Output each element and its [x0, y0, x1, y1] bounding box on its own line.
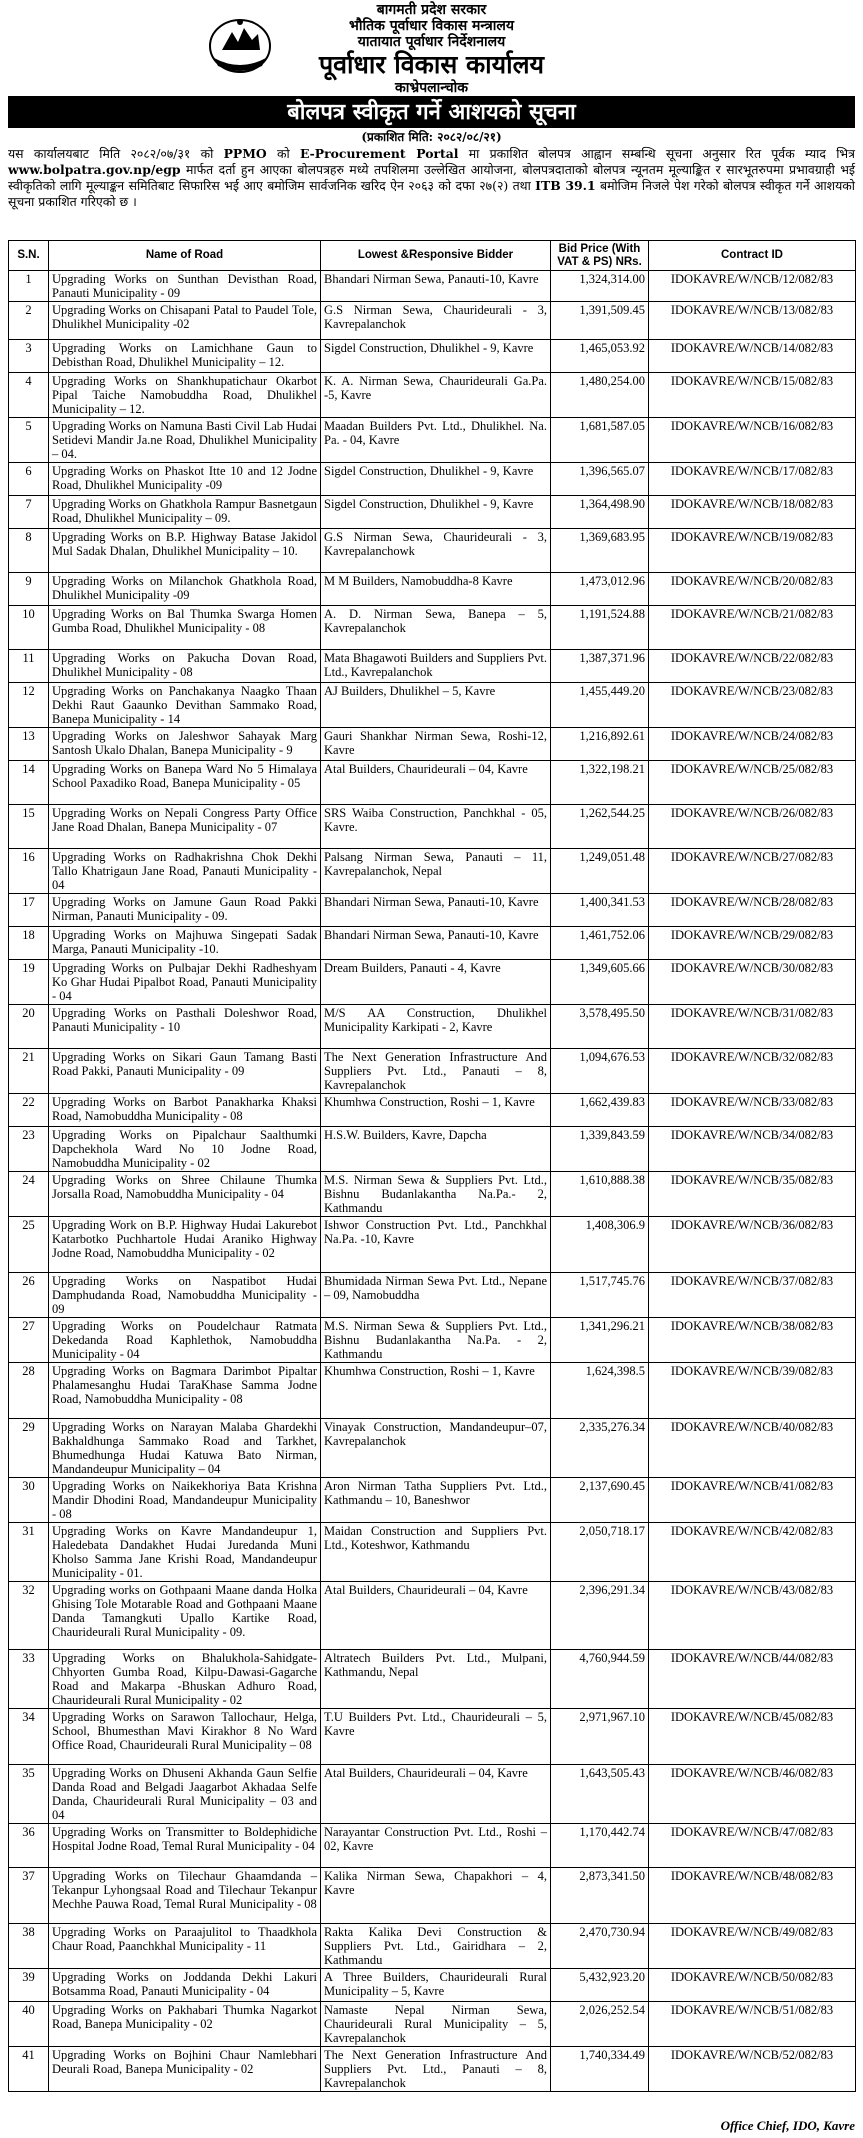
row-bidder: Atal Builders, Chaurideurali – 04, Kavre	[321, 1765, 551, 1824]
row-bid-price: 1,339,843.59	[551, 1127, 649, 1172]
row-bidder: Palsang Nirman Sewa, Panauti – 11, Kavrepalanchok, Nepal	[321, 849, 551, 894]
row-road-name: Upgrading Works on Shankhupatichaur Okarbot Pipal Taiche Namobuddha Road, Dhulikhel Municipality – 12.	[49, 373, 321, 418]
notice-text-3: मा प्रकाशित बोलपत्र आह्वान सम्बन्धि सूचना अनुसार रित पूर्वक म्याद भित्र	[458, 146, 855, 161]
table-row	[9, 1478, 856, 1523]
header-price: Bid Price (With VAT & PS) NRs.	[551, 241, 649, 271]
row-bid-price: 2,137,690.45	[551, 1478, 649, 1523]
row-road-name: Upgrading Works on Panchakanya Naagko Thaan Dekhi Raut Gaaunko Devithan Sammako Road, Banepa Municipality - 14	[49, 683, 321, 728]
table-body	[9, 271, 856, 2092]
row-road-name: Upgrading Works on Dhuseni Akhanda Gaun Selfie Danda Road and Belgadi Jaagarbot Akhadaa Selfe Danda, Chaurideurali Rural Municipality – 03 and 04	[49, 1765, 321, 1824]
row-bidder: The Next Generation Infrastructure And Suppliers Pvt. Ltd., Panauti – 8, Kavrepalanchok	[321, 2047, 551, 2092]
table-row	[9, 728, 856, 761]
row-bidder: Aron Nirman Tatha Suppliers Pvt. Ltd., Kathmandu – 10, Baneshwor	[321, 1478, 551, 1523]
table-row	[9, 573, 856, 606]
row-sn: 28	[9, 1363, 49, 1419]
row-bidder: M M Builders, Namobuddha-8 Kavre	[321, 573, 551, 606]
row-sn: 8	[9, 529, 49, 573]
row-bid-price: 2,026,252.54	[551, 2002, 649, 2047]
row-contract-id: IDOKAVRE/W/NCB/50/082/83	[649, 1969, 856, 2002]
row-bidder: SRS Waiba Construction, Panchkhal - 05, Kavre.	[321, 805, 551, 849]
table-row	[9, 927, 856, 960]
row-contract-id: IDOKAVRE/W/NCB/19/082/83	[649, 529, 856, 573]
row-sn: 10	[9, 606, 49, 650]
signature-line: Office Chief, IDO, Kavre	[720, 2118, 855, 2133]
row-bidder: A Three Builders, Chaurideurali Rural Municipality – 5, Kavre	[321, 1969, 551, 2002]
row-contract-id: IDOKAVRE/W/NCB/33/082/83	[649, 1094, 856, 1127]
row-road-name: Upgrading Works on Pasthali Doleshwor Road, Panauti Municipality - 10	[49, 1005, 321, 1049]
row-road-name: Upgrading Works on Chisapani Patal to Paudel Tole, Dhulikhel Municipality -02	[49, 302, 321, 340]
row-bidder: A. D. Nirman Sewa, Banepa – 5, Kavrepalanchok	[321, 606, 551, 650]
row-sn: 13	[9, 728, 49, 761]
header-bidder: Lowest &Responsive Bidder	[321, 241, 551, 271]
row-bid-price: 1,473,012.96	[551, 573, 649, 606]
notice-itb-clause: ITB 39.1	[535, 178, 596, 193]
table-row	[9, 805, 856, 849]
row-bid-price: 4,760,944.59	[551, 1650, 649, 1709]
row-road-name: Upgrading Works on Shree Chilaune Thumka Jorsalla Road, Namobuddha Municipality - 04	[49, 1172, 321, 1217]
row-sn: 29	[9, 1419, 49, 1478]
row-sn: 41	[9, 2047, 49, 2092]
row-road-name: Upgrading Works on Bagmara Darimbot Pipaltar Phalamesanghu Hudai TaraKhase Samma Jodne Road, Namobuddha Municipality - 08	[49, 1363, 321, 1419]
row-contract-id: IDOKAVRE/W/NCB/27/082/83	[649, 849, 856, 894]
row-sn: 38	[9, 1924, 49, 1969]
row-road-name: Upgrading Works on Joddanda Dekhi Lakuri Botsamma Road, Panauti Municipality - 04	[49, 1969, 321, 2002]
row-road-name: Upgrading Works on B.P. Highway Batase Jakidol Mul Sadak Dhalan, Dhulikhel Municipality – 10.	[49, 529, 321, 573]
ministry-name: भौतिक पूर्वाधार विकास मन्त्रालय	[349, 18, 514, 34]
table-row	[9, 894, 856, 927]
row-road-name: Upgrading Works on Sunthan Devisthan Road, Panauti Municipality - 09	[49, 271, 321, 302]
header-contract: Contract ID	[649, 241, 856, 271]
row-sn: 15	[9, 805, 49, 849]
row-road-name: Upgrading Works on Tilechaur Ghaamdanda – Tekanpur Lyhongsaal Road and Tilechaur Tekanpur Mechhe Pauwa Road, Temal Rural Municipality - 08	[49, 1868, 321, 1924]
row-road-name: Upgrading Works on Bojhini Chaur Namlebhari Deurali Road, Banepa Municipality - 02	[49, 2047, 321, 2092]
row-road-name: Upgrading Works on Pipalchaur Saalthumki Dapchekhola Ward No 10 Jodne Road, Namobuddha Municipality - 02	[49, 1127, 321, 1172]
row-contract-id: IDOKAVRE/W/NCB/17/082/83	[649, 463, 856, 496]
row-bid-price: 1,465,053.92	[551, 340, 649, 373]
row-sn: 20	[9, 1005, 49, 1049]
row-bidder: H.S.W. Builders, Kavre, Dapcha	[321, 1127, 551, 1172]
row-bid-price: 1,517,745.76	[551, 1273, 649, 1318]
row-bidder: Gauri Shankhar Nirman Sewa, Roshi-12, Kavre	[321, 728, 551, 761]
table-row	[9, 1969, 856, 2002]
table-row	[9, 2047, 856, 2092]
header-sn: S.N.	[9, 241, 49, 271]
row-sn: 39	[9, 1969, 49, 2002]
row-contract-id: IDOKAVRE/W/NCB/42/082/83	[649, 1523, 856, 1582]
table-row	[9, 1419, 856, 1478]
table-row	[9, 1005, 856, 1049]
row-road-name: Upgrading Works on Paraajulitol to Thaadkhola Chaur Road, Paanchkhal Municipality - 11	[49, 1924, 321, 1969]
row-bidder: Bhandari Nirman Sewa, Panauti-10, Kavre	[321, 927, 551, 960]
row-sn: 14	[9, 761, 49, 805]
row-road-name: Upgrading Works on Naspatibot Hudai Damphudanda Road, Namobuddha Municipality - 09	[49, 1273, 321, 1318]
row-sn: 40	[9, 2002, 49, 2047]
table-row	[9, 1363, 856, 1419]
row-road-name: Upgrading Works on Milanchok Ghatkhola Road, Dhulikhel Municipality -09	[49, 573, 321, 606]
row-contract-id: IDOKAVRE/W/NCB/25/082/83	[649, 761, 856, 805]
row-contract-id: IDOKAVRE/W/NCB/30/082/83	[649, 960, 856, 1005]
row-bidder: Namaste Nepal Nirman Sewa, Chaurideurali Rural Municipality – 5, Kavrepalanchok	[321, 2002, 551, 2047]
row-bid-price: 1,408,306.9	[551, 1217, 649, 1273]
row-bidder: G.S Nirman Sewa, Chaurideurali - 3, Kavrepalanchowk	[321, 529, 551, 573]
row-contract-id: IDOKAVRE/W/NCB/49/082/83	[649, 1924, 856, 1969]
table-row	[9, 529, 856, 573]
row-bidder: AJ Builders, Dhulikhel – 5, Kavre	[321, 683, 551, 728]
row-road-name: Upgrading Works on Radhakrishna Chok Dekhi Tallo Khatrigaun Jane Road, Panauti Municipality - 04	[49, 849, 321, 894]
row-sn: 35	[9, 1765, 49, 1824]
row-road-name: Upgrading Works on Majhuwa Singepati Sadak Marga, Panauti Municipality -10.	[49, 927, 321, 960]
row-contract-id: IDOKAVRE/W/NCB/43/082/83	[649, 1582, 856, 1650]
row-contract-id: IDOKAVRE/W/NCB/23/082/83	[649, 683, 856, 728]
row-contract-id: IDOKAVRE/W/NCB/12/082/83	[649, 271, 856, 302]
row-road-name: Upgrading Works on Phaskot Itte 10 and 12 Jodne Road, Dhulikhel Municipality -09	[49, 463, 321, 496]
table-row	[9, 1868, 856, 1924]
notice-text-2: को	[266, 146, 300, 161]
row-bid-price: 1,681,587.05	[551, 418, 649, 463]
table-row	[9, 1318, 856, 1363]
row-contract-id: IDOKAVRE/W/NCB/13/082/83	[649, 302, 856, 340]
row-bid-price: 5,432,923.20	[551, 1969, 649, 2002]
table-row	[9, 373, 856, 418]
table-row	[9, 1273, 856, 1318]
row-contract-id: IDOKAVRE/W/NCB/39/082/83	[649, 1363, 856, 1419]
row-bidder: T.U Builders Pvt. Ltd., Chaurideurali – 5, Kavre	[321, 1709, 551, 1765]
office-header	[0, 0, 863, 94]
row-sn: 11	[9, 650, 49, 683]
row-contract-id: IDOKAVRE/W/NCB/51/082/83	[649, 2002, 856, 2047]
row-road-name: Upgrading Work on B.P. Highway Hudai Lakurebot Katarbotko Puchhartole Hudai Araniko Highway Jodne Road, Namobuddha Municipality - 02	[49, 1217, 321, 1273]
row-road-name: Upgrading Works on Poudelchaur Ratmata Dekedanda Road Kaphlethok, Namobuddha Municipality - 04	[49, 1318, 321, 1363]
header-lines	[0, 2, 863, 96]
table-header-row	[9, 241, 856, 271]
row-sn: 30	[9, 1478, 49, 1523]
row-bidder: M/S AA Construction, Dhulikhel Municipality Karkipati - 2, Kavre	[321, 1005, 551, 1049]
row-sn: 5	[9, 418, 49, 463]
notice-text-1: यस कार्यालयबाट मिति २०८२/०७/३१ को	[8, 146, 224, 161]
row-bid-price: 1,341,296.21	[551, 1318, 649, 1363]
row-bidder: Narayantar Construction Pvt. Ltd., Roshi – 02, Kavre	[321, 1824, 551, 1868]
header-road: Name of Road	[49, 241, 321, 271]
row-road-name: Upgrading Works on Jaleshwor Sahayak Marg Santosh Ukalo Dhalan, Banepa Municipality - 9	[49, 728, 321, 761]
row-bid-price: 1,249,051.48	[551, 849, 649, 894]
row-bid-price: 1,322,198.21	[551, 761, 649, 805]
row-contract-id: IDOKAVRE/W/NCB/14/082/83	[649, 340, 856, 373]
table-row	[9, 650, 856, 683]
row-road-name: Upgrading Works on Bal Thumka Swarga Homen Gumba Road, Dhulikhel Municipality - 08	[49, 606, 321, 650]
table-row	[9, 849, 856, 894]
row-contract-id: IDOKAVRE/W/NCB/36/082/83	[649, 1217, 856, 1273]
row-sn: 4	[9, 373, 49, 418]
row-bidder: Sigdel Construction, Dhulikhel - 9, Kavre	[321, 463, 551, 496]
row-bid-price: 2,335,276.34	[551, 1419, 649, 1478]
row-contract-id: IDOKAVRE/W/NCB/32/082/83	[649, 1049, 856, 1094]
row-sn: 37	[9, 1868, 49, 1924]
row-contract-id: IDOKAVRE/W/NCB/47/082/83	[649, 1824, 856, 1868]
row-bidder: Kalika Nirman Sewa, Chapakhori – 4, Kavre	[321, 1868, 551, 1924]
row-sn: 16	[9, 849, 49, 894]
row-contract-id: IDOKAVRE/W/NCB/31/082/83	[649, 1005, 856, 1049]
row-bid-price: 1,662,439.83	[551, 1094, 649, 1127]
table-row	[9, 1094, 856, 1127]
row-bid-price: 1,480,254.00	[551, 373, 649, 418]
row-bid-price: 1,364,498.90	[551, 496, 649, 529]
row-bid-price: 1,624,398.5	[551, 1363, 649, 1419]
row-contract-id: IDOKAVRE/W/NCB/45/082/83	[649, 1709, 856, 1765]
row-bid-price: 1,461,752.06	[551, 927, 649, 960]
row-contract-id: IDOKAVRE/W/NCB/40/082/83	[649, 1419, 856, 1478]
row-bidder: Maidan Construction and Suppliers Pvt. Ltd., Koteshwor, Kathmandu	[321, 1523, 551, 1582]
row-contract-id: IDOKAVRE/W/NCB/20/082/83	[649, 573, 856, 606]
row-contract-id: IDOKAVRE/W/NCB/52/082/83	[649, 2047, 856, 2092]
row-sn: 6	[9, 463, 49, 496]
publish-date: (प्रकाशित मिति: २०८२/०८/२१)	[361, 130, 502, 144]
row-bidder: Atal Builders, Chaurideurali – 04, Kavre	[321, 761, 551, 805]
row-road-name: Upgrading Works on Ghatkhola Rampur Basnetgaun Road, Dhulikhel Municipality – 09.	[49, 496, 321, 529]
table-row	[9, 496, 856, 529]
row-contract-id: IDOKAVRE/W/NCB/21/082/83	[649, 606, 856, 650]
row-sn: 34	[9, 1709, 49, 1765]
row-bid-price: 1,391,509.45	[551, 302, 649, 340]
row-bidder: M.S. Nirman Sewa & Suppliers Pvt. Ltd., Bishnu Budanlakantha Na.Pa.- 2, Kathmandu	[321, 1172, 551, 1217]
row-sn: 3	[9, 340, 49, 373]
table-row	[9, 302, 856, 340]
row-contract-id: IDOKAVRE/W/NCB/38/082/83	[649, 1318, 856, 1363]
row-bidder: Bhandari Nirman Sewa, Panauti-10, Kavre	[321, 894, 551, 927]
row-bidder: Maadan Builders Pvt. Ltd., Dhulikhel. Na. Pa. - 04, Kavre	[321, 418, 551, 463]
notice-website-link[interactable]: www.bolpatra.gov.np/egp	[8, 162, 181, 177]
row-contract-id: IDOKAVRE/W/NCB/44/082/83	[649, 1650, 856, 1709]
notice-paragraph	[8, 146, 855, 212]
row-sn: 9	[9, 573, 49, 606]
row-road-name: Upgrading Works on Pakucha Dovan Road, Dhulikhel Municipality - 08	[49, 650, 321, 683]
row-bidder: Vinayak Construction, Mandandeupur–07, Kavrepalanchok	[321, 1419, 551, 1478]
table-row	[9, 683, 856, 728]
table-row	[9, 1924, 856, 1969]
district-name: काभ्रेपलान्चोक	[394, 80, 468, 96]
table-row	[9, 761, 856, 805]
row-road-name: Upgrading Works on Banepa Ward No 5 Himalaya School Paxadiko Road, Banepa Municipality - 05	[49, 761, 321, 805]
row-sn: 36	[9, 1824, 49, 1868]
row-road-name: Upgrading Works on Pakhabari Thumka Nagarkot Road, Banepa Municipality - 02	[49, 2002, 321, 2047]
notice-text-4: मार्फत दर्ता हुन आएका बोलपत्रहरु मध्ये तपशिलमा उल्लेखित आयोजना, बोलपत्रदाताको बोलपत्र न्यूनतम मूल्याङ्कित र सारभूतरुपमा प्रभावग्राही भई स्वीकृतिको लागि मूल्याङ्कन समितिबाट सिफारिस भई आए बमोजिम सार्वजनिक खरिद ऐन २०६३ को दफा २७(२) तथा	[8, 162, 855, 193]
row-contract-id: IDOKAVRE/W/NCB/34/082/83	[649, 1127, 856, 1172]
table-row	[9, 1523, 856, 1582]
row-contract-id: IDOKAVRE/W/NCB/24/082/83	[649, 728, 856, 761]
row-road-name: Upgrading Works on Bhalukhola-Sahidgate-Chhyorten Gumba Road, Kilpu-Dawasi-Gagarche Road and Makarpa -Bhuskan Adhuro Road, Chaurideurali Rural Municipality - 02	[49, 1650, 321, 1709]
row-bid-price: 2,396,291.34	[551, 1582, 649, 1650]
row-contract-id: IDOKAVRE/W/NCB/35/082/83	[649, 1172, 856, 1217]
row-bidder: Sigdel Construction, Dhulikhel - 9, Kavre	[321, 496, 551, 529]
row-bid-price: 2,050,718.17	[551, 1523, 649, 1582]
row-bidder: Bhumidada Nirman Sewa Pvt. Ltd., Nepane – 09, Namobuddha	[321, 1273, 551, 1318]
row-bidder: K. A. Nirman Sewa, Chaurideurali Ga.Pa. -5, Kavre	[321, 373, 551, 418]
row-sn: 21	[9, 1049, 49, 1094]
row-bid-price: 1,387,371.96	[551, 650, 649, 683]
row-road-name: Upgrading Works on Lamichhane Gaun to Debisthan Road, Dhulikhel Municipality – 12.	[49, 340, 321, 373]
row-bid-price: 1,191,524.88	[551, 606, 649, 650]
row-road-name: Upgrading Works on Barbot Panakharka Khaksi Road, Namobuddha Municipality - 08	[49, 1094, 321, 1127]
row-bid-price: 1,455,449.20	[551, 683, 649, 728]
row-contract-id: IDOKAVRE/W/NCB/41/082/83	[649, 1478, 856, 1523]
row-bid-price: 2,470,730.94	[551, 1924, 649, 1969]
table-row	[9, 1049, 856, 1094]
province-name: बागमती प्रदेश सरकार	[376, 2, 487, 18]
table-row	[9, 418, 856, 463]
row-road-name: Upgrading Works on Nepali Congress Party Office Jane Road Dhalan, Banepa Municipality - 07	[49, 805, 321, 849]
row-bidder: Khumhwa Construction, Roshi – 1, Kavre	[321, 1363, 551, 1419]
notice-portal: E-Procurement Portal	[299, 146, 459, 161]
row-contract-id: IDOKAVRE/W/NCB/48/082/83	[649, 1868, 856, 1924]
row-road-name: Upgrading Works on Sarawon Tallochaur, Helga, School, Bhumesthan Mavi Kirakhor 8 No Ward Office Road, Chaurideurali Rural Municipality – 08	[49, 1709, 321, 1765]
table-row	[9, 463, 856, 496]
row-bidder: G.S Nirman Sewa, Chaurideurali - 3, Kavrepalanchok	[321, 302, 551, 340]
table-row	[9, 1582, 856, 1650]
table-row	[9, 606, 856, 650]
row-bidder: Atal Builders, Chaurideurali – 04, Kavre	[321, 1582, 551, 1650]
row-bid-price: 1,262,544.25	[551, 805, 649, 849]
row-road-name: Upgrading Works on Jamune Gaun Road Pakki Nirman, Panauti Municipality - 09.	[49, 894, 321, 927]
row-bidder: Rakta Kalika Devi Construction & Suppliers Pvt. Ltd., Gairidhara – 2, Kathmandu	[321, 1924, 551, 1969]
notice-text-5: बमोजिम निजले पेश गरेको बोलपत्र स्वीकृत गर्ने आशयको सूचना प्रकाशित गरिएको छ ।	[8, 178, 856, 209]
row-sn: 26	[9, 1273, 49, 1318]
row-sn: 1	[9, 271, 49, 302]
row-bidder: Bhandari Nirman Sewa, Panauti-10, Kavre	[321, 271, 551, 302]
bid-table	[8, 240, 856, 2092]
row-bidder: Ishwor Construction Pvt. Ltd., Panchkhal Na.Pa. -10, Kavre	[321, 1217, 551, 1273]
row-sn: 24	[9, 1172, 49, 1217]
row-sn: 33	[9, 1650, 49, 1709]
row-bidder: Dream Builders, Panauti - 4, Kavre	[321, 960, 551, 1005]
row-contract-id: IDOKAVRE/W/NCB/18/082/83	[649, 496, 856, 529]
row-sn: 19	[9, 960, 49, 1005]
table-row	[9, 2002, 856, 2047]
row-road-name: Upgrading works on Gothpaani Maane danda Holka Ghising Tole Motarable Road and Gothpaani Maane Danda Tamangkuti Upallo Kartike Road, Chaurideurali Rural Municipality - 09.	[49, 1582, 321, 1650]
table-row	[9, 960, 856, 1005]
row-bidder: The Next Generation Infrastructure And Suppliers Pvt. Ltd., Panauti – 8, Kavrepalanchok	[321, 1049, 551, 1094]
table-row	[9, 340, 856, 373]
row-bid-price: 1,400,341.53	[551, 894, 649, 927]
row-sn: 25	[9, 1217, 49, 1273]
row-bid-price: 1,349,605.66	[551, 960, 649, 1005]
table-row	[9, 1650, 856, 1709]
row-road-name: Upgrading Works on Kavre Mandandeupur 1, Haledebata Dandakhet Hudai Juredanda Muni Kholso Samma Jane Krishi Road, Mandandeupur Municipality - 01.	[49, 1523, 321, 1582]
row-sn: 27	[9, 1318, 49, 1363]
row-bidder: Altratech Builders Pvt. Ltd., Mulpani, Kathmandu, Nepal	[321, 1650, 551, 1709]
row-bid-price: 1,740,334.49	[551, 2047, 649, 2092]
row-bid-price: 1,643,505.43	[551, 1765, 649, 1824]
office-name: पूर्वाधार विकास कार्यालय	[318, 50, 545, 79]
row-road-name: Upgrading Works on Narayan Malaba Ghardekhi Bakhaldhunga Sammako Road and Tarkhet, Bhumedhunga Hudai Katuwa Bato Nirman, Mandandeupur Municipality – 04	[49, 1419, 321, 1478]
table-row	[9, 1709, 856, 1765]
row-bid-price: 3,578,495.50	[551, 1005, 649, 1049]
table-row	[9, 1824, 856, 1868]
row-sn: 31	[9, 1523, 49, 1582]
row-sn: 12	[9, 683, 49, 728]
row-bid-price: 1,324,314.00	[551, 271, 649, 302]
table-row	[9, 1172, 856, 1217]
row-sn: 32	[9, 1582, 49, 1650]
row-contract-id: IDOKAVRE/W/NCB/15/082/83	[649, 373, 856, 418]
row-bidder: M.S. Nirman Sewa & Suppliers Pvt. Ltd., Bishnu Budanlakantha Na.Pa. - 2, Kathmandu	[321, 1318, 551, 1363]
table-row	[9, 1765, 856, 1824]
row-road-name: Upgrading Works on Transmitter to Boldephidiche Hospital Jodne Road, Temal Rural Municipality - 04	[49, 1824, 321, 1868]
row-bid-price: 1,396,565.07	[551, 463, 649, 496]
row-bidder: Khumhwa Construction, Roshi – 1, Kavre	[321, 1094, 551, 1127]
row-contract-id: IDOKAVRE/W/NCB/37/082/83	[649, 1273, 856, 1318]
row-sn: 22	[9, 1094, 49, 1127]
row-road-name: Upgrading Works on Namuna Basti Civil Lab Hudai Setidevi Mandir Ja.ne Road, Dhulikhel Municipality – 04.	[49, 418, 321, 463]
notice-ppmo: PPMO	[223, 146, 267, 161]
table-row	[9, 1217, 856, 1273]
row-road-name: Upgrading Works on Pulbajar Dekhi Radheshyam Ko Ghar Hudai Pipalbot Road, Panauti Municipality - 04	[49, 960, 321, 1005]
row-bid-price: 1,170,442.74	[551, 1824, 649, 1868]
row-contract-id: IDOKAVRE/W/NCB/16/082/83	[649, 418, 856, 463]
table-row	[9, 1127, 856, 1172]
row-bid-price: 2,873,341.50	[551, 1868, 649, 1924]
row-contract-id: IDOKAVRE/W/NCB/46/082/83	[649, 1765, 856, 1824]
row-bid-price: 1,369,683.95	[551, 529, 649, 573]
row-contract-id: IDOKAVRE/W/NCB/26/082/83	[649, 805, 856, 849]
row-sn: 18	[9, 927, 49, 960]
row-contract-id: IDOKAVRE/W/NCB/28/082/83	[649, 894, 856, 927]
row-contract-id: IDOKAVRE/W/NCB/29/082/83	[649, 927, 856, 960]
row-bidder: Sigdel Construction, Dhulikhel - 9, Kavre	[321, 340, 551, 373]
row-sn: 17	[9, 894, 49, 927]
row-contract-id: IDOKAVRE/W/NCB/22/082/83	[649, 650, 856, 683]
row-road-name: Upgrading Works on Sikari Gaun Tamang Basti Road Pakki, Panauti Municipality - 09	[49, 1049, 321, 1094]
row-sn: 7	[9, 496, 49, 529]
row-bid-price: 1,610,888.38	[551, 1172, 649, 1217]
row-road-name: Upgrading Works on Naikekhoriya Bata Krishna Mandir Dhodini Road, Mandandeupur Municipality - 08	[49, 1478, 321, 1523]
notice-title-banner: बोलपत्र स्वीकृत गर्ने आशयको सूचना	[8, 96, 855, 128]
row-bidder: Mata Bhagawoti Builders and Suppliers Pvt. Ltd., Kavrepalanchok	[321, 650, 551, 683]
row-bid-price: 1,216,892.61	[551, 728, 649, 761]
table-row	[9, 271, 856, 302]
row-sn: 23	[9, 1127, 49, 1172]
directorate-name: यातायात पूर्वाधार निर्देशनालय	[357, 34, 506, 50]
row-bid-price: 2,971,967.10	[551, 1709, 649, 1765]
row-sn: 2	[9, 302, 49, 340]
row-bid-price: 1,094,676.53	[551, 1049, 649, 1094]
